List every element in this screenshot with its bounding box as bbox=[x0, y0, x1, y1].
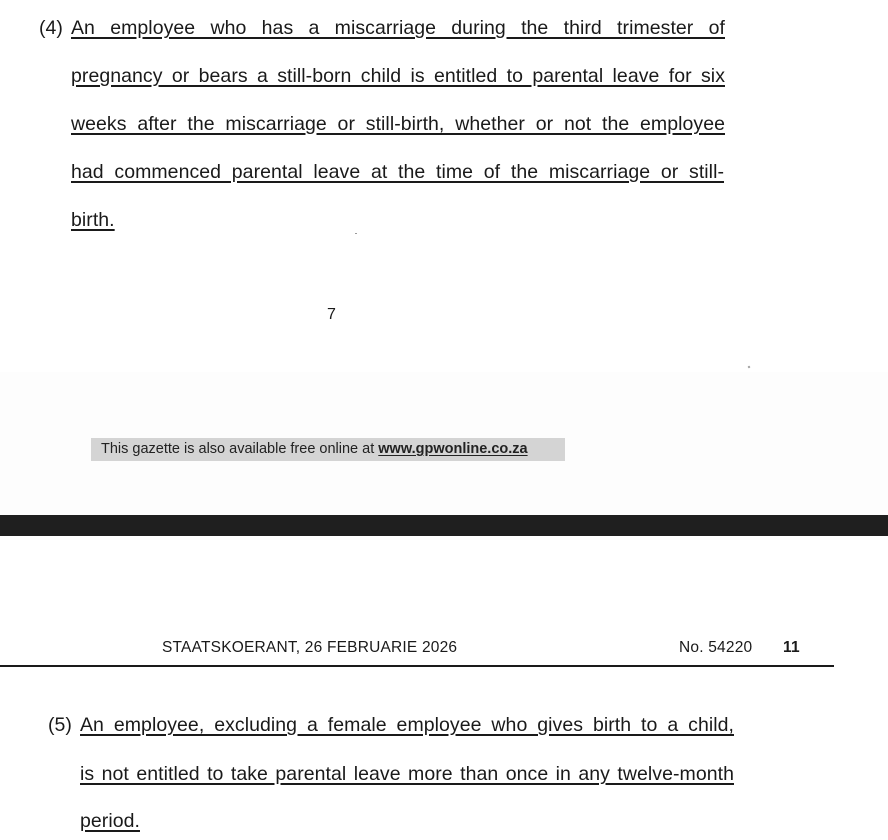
paragraph-4-line-5: birth. bbox=[71, 209, 115, 231]
paragraph-4-line-1: An employee who has a miscarriage during the third trimester of bbox=[71, 17, 725, 39]
page-divider-bar bbox=[0, 515, 888, 536]
gazette-footer-url[interactable]: www.gpwonline.co.za bbox=[378, 441, 528, 457]
scan-speck bbox=[355, 233, 357, 234]
paragraph-5-line-3: period. bbox=[80, 810, 140, 832]
paragraph-5-line-2: is not entitled to take parental leave more than once in any twelve-month bbox=[80, 763, 734, 785]
paragraph-5-number: (5) bbox=[48, 714, 72, 736]
page-number: 7 bbox=[327, 306, 336, 323]
page-top bbox=[0, 0, 888, 372]
gazette-footer-banner bbox=[91, 438, 565, 461]
paragraph-4-number: (4) bbox=[39, 17, 63, 39]
header-rule bbox=[0, 665, 834, 667]
paragraph-4-line-3: weeks after the miscarriage or still-birth, whether or not the employee bbox=[71, 113, 725, 135]
paragraph-4-line-4: had commenced parental leave at the time of the miscarriage or still- bbox=[71, 161, 724, 183]
gazette-header-issue: No. 54220 bbox=[679, 639, 753, 656]
gazette-header-page-number: 11 bbox=[783, 639, 800, 656]
gazette-footer-text: This gazette is also available free online at bbox=[101, 441, 379, 457]
paragraph-5-line-1: An employee, excluding a female employee who gives birth to a child, bbox=[80, 714, 734, 736]
paragraph-4-line-2: pregnancy or bears a still-born child is entitled to parental leave for six bbox=[71, 65, 725, 87]
gazette-header-title: STAATSKOERANT, 26 FEBRUARIE 2026 bbox=[162, 639, 458, 656]
